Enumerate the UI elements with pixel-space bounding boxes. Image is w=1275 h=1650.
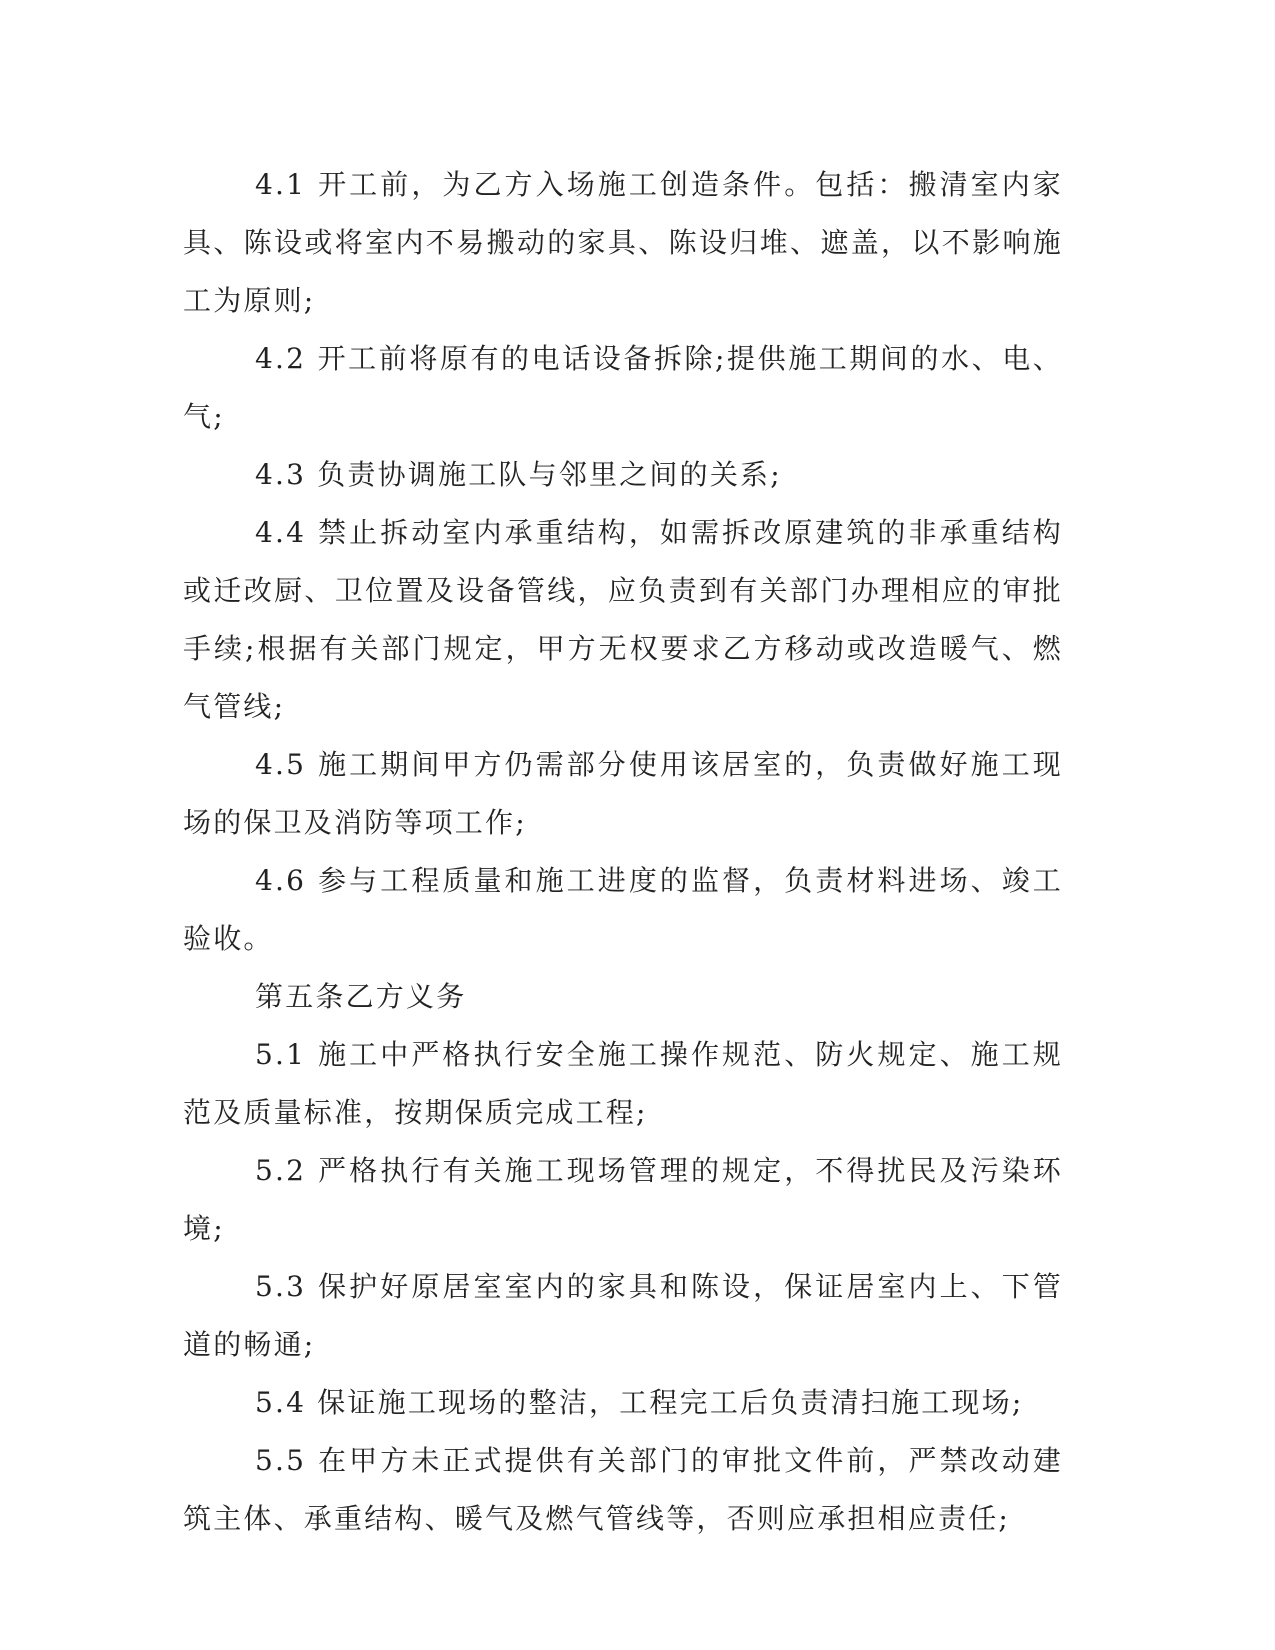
- paragraph-5-4: 5.4 保证施工现场的整洁，工程完工后负责清扫施工现场;: [255, 1386, 1024, 1419]
- paragraph-5-1: 5.1 施工中严格执行安全施工操作规范、防火规定、施工规范及质量标准，按期保质完成工程;: [183, 1038, 1063, 1129]
- paragraph-5-2: 5.2 严格执行有关施工现场管理的规定，不得扰民及污染环境;: [183, 1154, 1063, 1245]
- section-heading-article-5: 第五条乙方义务: [255, 980, 467, 1013]
- paragraph-4-4: 4.4 禁止拆动室内承重结构，如需拆改原建筑的非承重结构或迁改厨、卫位置及设备管线，应负责到有关部门办理相应的审批手续;根据有关部门规定，甲方无权要求乙方移动或改造暖气、燃气管线;: [183, 516, 1063, 723]
- paragraph-4-6: 4.6 参与工程质量和施工进度的监督，负责材料进场、竣工验收。: [183, 864, 1063, 955]
- paragraph-4-2: 4.2 开工前将原有的电话设备拆除;提供施工期间的水、电、气;: [183, 342, 1063, 433]
- paragraph-5-5: 5.5 在甲方未正式提供有关部门的审批文件前，严禁改动建筑主体、承重结构、暖气及燃气管线等，否则应承担相应责任;: [183, 1444, 1063, 1535]
- paragraph-4-5: 4.5 施工期间甲方仍需部分使用该居室的，负责做好施工现场的保卫及消防等项工作;: [183, 748, 1063, 839]
- paragraph-4-3: 4.3 负责协调施工队与邻里之间的关系;: [255, 458, 782, 491]
- document-body: [183, 156, 1063, 1548]
- paragraph-4-1: 4.1 开工前，为乙方入场施工创造条件。包括：搬清室内家具、陈设或将室内不易搬动的家具、陈设归堆、遮盖，以不影响施工为原则;: [183, 168, 1063, 317]
- paragraph-5-3: 5.3 保护好原居室室内的家具和陈设，保证居室内上、下管道的畅通;: [183, 1270, 1063, 1361]
